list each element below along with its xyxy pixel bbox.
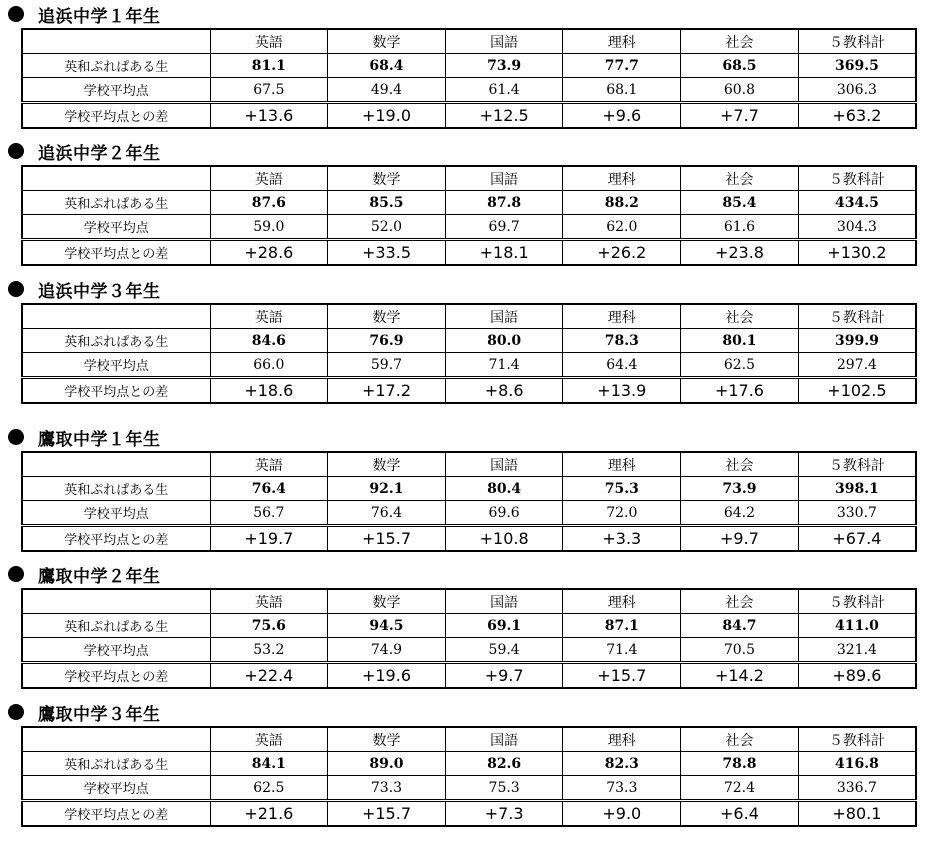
score-cell: 321.4 — [798, 638, 916, 663]
score-cell: 69.1 — [445, 614, 563, 638]
difference-row — [22, 663, 916, 689]
score-cell: 68.5 — [681, 54, 799, 78]
corner-cell — [22, 166, 210, 191]
column-header: 英語 — [210, 166, 328, 191]
section-title: 鷹取中学１年生 — [38, 429, 161, 450]
score-cell: 434.5 — [798, 191, 916, 215]
section-title: 追浜中学３年生 — [38, 281, 161, 302]
column-header: 英語 — [210, 589, 328, 614]
column-header: ５教科計 — [798, 166, 916, 191]
score-cell: 77.7 — [563, 54, 681, 78]
score-cell: 59.7 — [328, 353, 446, 378]
column-header: ５教科計 — [798, 304, 916, 329]
column-header: 国語 — [445, 166, 563, 191]
column-header: 理科 — [563, 304, 681, 329]
column-header: 社会 — [681, 727, 799, 752]
score-table — [21, 165, 917, 266]
score-cell: +7.7 — [681, 103, 799, 129]
score-cell: +18.6 — [210, 378, 328, 404]
score-cell: 330.7 — [798, 501, 916, 526]
column-header: 社会 — [681, 304, 799, 329]
score-cell: 64.4 — [563, 353, 681, 378]
score-cell: +63.2 — [798, 103, 916, 129]
score-cell: 74.9 — [328, 638, 446, 663]
score-cell: 73.9 — [445, 54, 563, 78]
header-row — [22, 727, 916, 752]
score-cell: 75.3 — [445, 776, 563, 801]
score-cell: 94.5 — [328, 614, 446, 638]
difference-row — [22, 801, 916, 827]
score-cell: 85.4 — [681, 191, 799, 215]
score-cell: 64.2 — [681, 501, 799, 526]
column-header: 数学 — [328, 29, 446, 54]
score-cell: 73.3 — [563, 776, 681, 801]
corner-cell — [22, 589, 210, 614]
score-cell: 69.6 — [445, 501, 563, 526]
score-cell: 68.1 — [563, 78, 681, 103]
column-header: 国語 — [445, 29, 563, 54]
row-label: 学校平均点との差 — [22, 103, 210, 129]
difference-row — [22, 526, 916, 552]
average-row — [22, 776, 916, 801]
score-cell: 73.3 — [328, 776, 446, 801]
section-title: 鷹取中学２年生 — [38, 566, 161, 587]
section-heading — [8, 139, 161, 163]
section-title: 追浜中学２年生 — [38, 143, 161, 164]
score-cell: 56.7 — [210, 501, 328, 526]
section-heading — [8, 277, 161, 301]
eiwa-row — [22, 752, 916, 776]
score-cell: 52.0 — [328, 215, 446, 240]
score-cell: +6.4 — [681, 801, 799, 827]
score-cell: 87.8 — [445, 191, 563, 215]
score-cell: 297.4 — [798, 353, 916, 378]
column-header: 国語 — [445, 452, 563, 477]
score-cell: 72.0 — [563, 501, 681, 526]
column-header: ５教科計 — [798, 452, 916, 477]
score-cell: +15.7 — [328, 526, 446, 552]
score-cell: 78.8 — [681, 752, 799, 776]
difference-row — [22, 240, 916, 266]
average-row — [22, 78, 916, 103]
score-cell: 62.0 — [563, 215, 681, 240]
header-row — [22, 452, 916, 477]
score-cell: 81.1 — [210, 54, 328, 78]
row-label: 英和ぷれぱある生 — [22, 54, 210, 78]
score-cell: 71.4 — [563, 638, 681, 663]
column-header: 理科 — [563, 589, 681, 614]
score-cell: 67.5 — [210, 78, 328, 103]
header-row — [22, 589, 916, 614]
score-cell: 84.7 — [681, 614, 799, 638]
score-cell: 69.7 — [445, 215, 563, 240]
row-label: 学校平均点 — [22, 78, 210, 103]
score-cell: 68.4 — [328, 54, 446, 78]
score-cell: +102.5 — [798, 378, 916, 404]
column-header: 理科 — [563, 727, 681, 752]
score-cell: +9.0 — [563, 801, 681, 827]
score-cell: 416.8 — [798, 752, 916, 776]
corner-cell — [22, 727, 210, 752]
row-label: 学校平均点との差 — [22, 378, 210, 404]
score-cell: +9.7 — [445, 663, 563, 689]
score-cell: +17.6 — [681, 378, 799, 404]
score-cell: +9.6 — [563, 103, 681, 129]
score-cell: 59.0 — [210, 215, 328, 240]
row-label: 学校平均点 — [22, 638, 210, 663]
score-cell: 76.9 — [328, 329, 446, 353]
column-header: ５教科計 — [798, 29, 916, 54]
column-header: 国語 — [445, 727, 563, 752]
bullet-icon — [8, 143, 24, 159]
score-cell: +33.5 — [328, 240, 446, 266]
score-cell: 369.5 — [798, 54, 916, 78]
score-cell: 85.5 — [328, 191, 446, 215]
column-header: 数学 — [328, 304, 446, 329]
eiwa-row — [22, 614, 916, 638]
section-heading — [8, 700, 161, 724]
row-label: 学校平均点との差 — [22, 801, 210, 827]
score-cell: 84.1 — [210, 752, 328, 776]
score-cell: +19.0 — [328, 103, 446, 129]
section-heading — [8, 562, 161, 586]
score-cell: 70.5 — [681, 638, 799, 663]
score-table — [21, 303, 917, 404]
score-cell: 92.1 — [328, 477, 446, 501]
bullet-icon — [8, 6, 24, 22]
score-cell: 49.4 — [328, 78, 446, 103]
row-label: 英和ぷれぱある生 — [22, 752, 210, 776]
score-cell: +130.2 — [798, 240, 916, 266]
column-header: 数学 — [328, 452, 446, 477]
score-cell: +18.1 — [445, 240, 563, 266]
score-cell: 80.4 — [445, 477, 563, 501]
score-cell: +3.3 — [563, 526, 681, 552]
column-header: 理科 — [563, 29, 681, 54]
score-cell: +22.4 — [210, 663, 328, 689]
row-label: 学校平均点 — [22, 353, 210, 378]
score-cell: 80.1 — [681, 329, 799, 353]
score-cell: +15.7 — [563, 663, 681, 689]
score-cell: 59.4 — [445, 638, 563, 663]
column-header: 社会 — [681, 589, 799, 614]
corner-cell — [22, 452, 210, 477]
score-cell: 304.3 — [798, 215, 916, 240]
score-cell: 89.0 — [328, 752, 446, 776]
score-cell: +12.5 — [445, 103, 563, 129]
score-cell: 75.6 — [210, 614, 328, 638]
score-cell: +67.4 — [798, 526, 916, 552]
column-header: 英語 — [210, 29, 328, 54]
score-cell: +15.7 — [328, 801, 446, 827]
score-cell: 62.5 — [681, 353, 799, 378]
corner-cell — [22, 304, 210, 329]
score-cell: +13.9 — [563, 378, 681, 404]
score-cell: 61.4 — [445, 78, 563, 103]
row-label: 学校平均点 — [22, 501, 210, 526]
score-cell: +21.6 — [210, 801, 328, 827]
row-label: 学校平均点との差 — [22, 663, 210, 689]
column-header: ５教科計 — [798, 589, 916, 614]
score-cell: 88.2 — [563, 191, 681, 215]
column-header: 社会 — [681, 166, 799, 191]
score-cell: 66.0 — [210, 353, 328, 378]
score-cell: 72.4 — [681, 776, 799, 801]
column-header: 社会 — [681, 452, 799, 477]
difference-row — [22, 103, 916, 129]
header-row — [22, 166, 916, 191]
eiwa-row — [22, 329, 916, 353]
score-cell: +8.6 — [445, 378, 563, 404]
average-row — [22, 638, 916, 663]
score-cell: 398.1 — [798, 477, 916, 501]
column-header: 英語 — [210, 452, 328, 477]
header-row — [22, 29, 916, 54]
average-row — [22, 501, 916, 526]
score-cell: +19.7 — [210, 526, 328, 552]
column-header: 数学 — [328, 166, 446, 191]
eiwa-row — [22, 191, 916, 215]
row-label: 学校平均点との差 — [22, 526, 210, 552]
score-cell: +14.2 — [681, 663, 799, 689]
score-cell: 80.0 — [445, 329, 563, 353]
score-cell: 82.6 — [445, 752, 563, 776]
row-label: 学校平均点 — [22, 776, 210, 801]
score-cell: 87.6 — [210, 191, 328, 215]
score-cell: +28.6 — [210, 240, 328, 266]
score-cell: +7.3 — [445, 801, 563, 827]
score-cell: 336.7 — [798, 776, 916, 801]
average-row — [22, 353, 916, 378]
column-header: ５教科計 — [798, 727, 916, 752]
score-cell: 306.3 — [798, 78, 916, 103]
score-cell: 78.3 — [563, 329, 681, 353]
eiwa-row — [22, 54, 916, 78]
score-cell: +9.7 — [681, 526, 799, 552]
score-cell: 82.3 — [563, 752, 681, 776]
score-cell: 76.4 — [210, 477, 328, 501]
score-cell: 399.9 — [798, 329, 916, 353]
score-cell: +17.2 — [328, 378, 446, 404]
score-cell: 53.2 — [210, 638, 328, 663]
section-title: 追浜中学１年生 — [38, 6, 161, 27]
score-cell: +23.8 — [681, 240, 799, 266]
bullet-icon — [8, 704, 24, 720]
score-cell: 71.4 — [445, 353, 563, 378]
score-cell: 75.3 — [563, 477, 681, 501]
column-header: 英語 — [210, 727, 328, 752]
column-header: 理科 — [563, 452, 681, 477]
score-table — [21, 28, 917, 129]
section-heading — [8, 2, 161, 26]
header-row — [22, 304, 916, 329]
score-table — [21, 726, 917, 827]
column-header: 数学 — [328, 727, 446, 752]
row-label: 学校平均点との差 — [22, 240, 210, 266]
score-cell: +10.8 — [445, 526, 563, 552]
score-cell: +89.6 — [798, 663, 916, 689]
column-header: 国語 — [445, 589, 563, 614]
score-cell: 62.5 — [210, 776, 328, 801]
row-label: 学校平均点 — [22, 215, 210, 240]
difference-row — [22, 378, 916, 404]
score-cell: 84.6 — [210, 329, 328, 353]
row-label: 英和ぷれぱある生 — [22, 329, 210, 353]
column-header: 数学 — [328, 589, 446, 614]
score-cell: 76.4 — [328, 501, 446, 526]
row-label: 英和ぷれぱある生 — [22, 477, 210, 501]
bullet-icon — [8, 566, 24, 582]
bullet-icon — [8, 429, 24, 445]
section-heading — [8, 425, 161, 449]
average-row — [22, 215, 916, 240]
score-cell: +26.2 — [563, 240, 681, 266]
score-cell: +19.6 — [328, 663, 446, 689]
bullet-icon — [8, 281, 24, 297]
corner-cell — [22, 29, 210, 54]
row-label: 英和ぷれぱある生 — [22, 614, 210, 638]
score-table — [21, 451, 917, 552]
score-cell: +13.6 — [210, 103, 328, 129]
section-title: 鷹取中学３年生 — [38, 704, 161, 725]
score-cell: 87.1 — [563, 614, 681, 638]
column-header: 英語 — [210, 304, 328, 329]
score-cell: +80.1 — [798, 801, 916, 827]
score-table — [21, 588, 917, 689]
score-cell: 60.8 — [681, 78, 799, 103]
column-header: 社会 — [681, 29, 799, 54]
eiwa-row — [22, 477, 916, 501]
column-header: 理科 — [563, 166, 681, 191]
row-label: 英和ぷれぱある生 — [22, 191, 210, 215]
column-header: 国語 — [445, 304, 563, 329]
score-cell: 411.0 — [798, 614, 916, 638]
score-cell: 73.9 — [681, 477, 799, 501]
score-cell: 61.6 — [681, 215, 799, 240]
